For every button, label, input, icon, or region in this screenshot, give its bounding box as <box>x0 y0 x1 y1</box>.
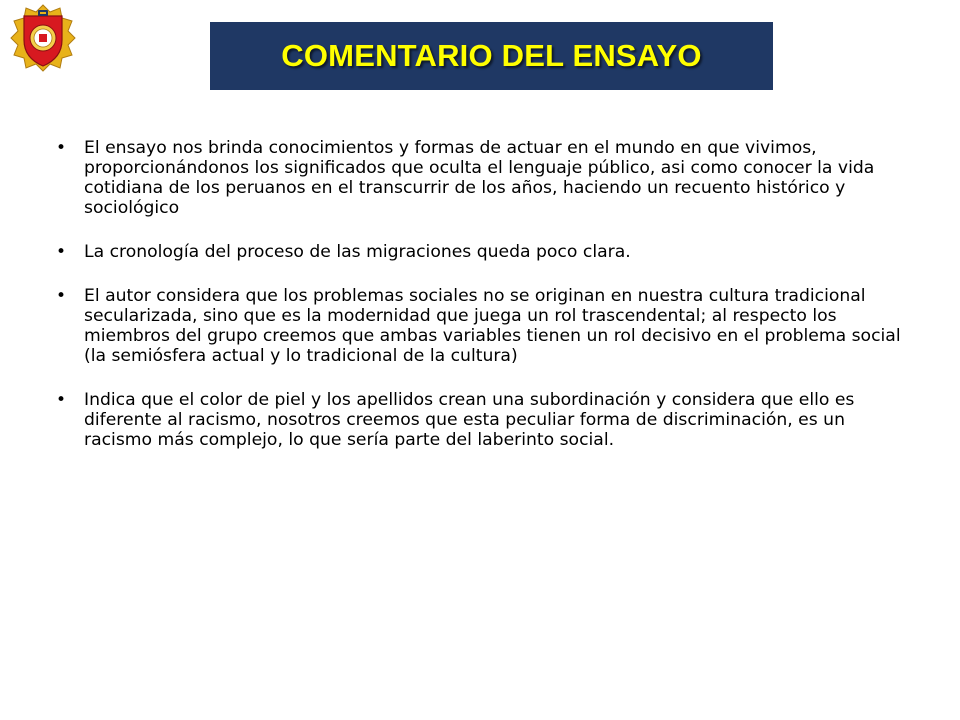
bullet-item <box>48 286 908 366</box>
bullet-item <box>48 138 908 218</box>
bullet-marker-icon: • <box>56 286 67 306</box>
bullet-item <box>48 390 908 450</box>
title-banner <box>210 22 773 90</box>
bullet-marker-icon: • <box>56 390 67 410</box>
bullet-text: El autor considera que los problemas sociales no se originan en nuestra cultura tradicional secularizada, sino que es la modernidad que juega un rol trascendental; al respecto los miembros del grupo creemos que ambas variables tienen un rol decisivo en el problema social (la semiósfera actual y lo tradicional de la cultura) <box>84 286 901 366</box>
slide-title: COMENTARIO DEL ENSAYO <box>281 38 702 73</box>
bullet-list <box>48 138 908 474</box>
bullet-text: Indica que el color de piel y los apellidos crean una subordinación y considera que ello es diferente al racismo, nosotros creemos que esta peculiar forma de discriminación, es un racismo más complejo, lo que sería parte del laberinto social. <box>84 390 855 450</box>
bullet-text: La cronología del proceso de las migraciones queda poco clara. <box>84 242 631 262</box>
bullet-marker-icon: • <box>56 138 67 158</box>
military-shield-emblem-icon <box>10 4 76 72</box>
bullet-text: El ensayo nos brinda conocimientos y formas de actuar en el mundo en que vivimos, proporcionándonos los significados que oculta el lenguaje público, asi como conocer la vida cotidiana de los peruanos en el transcurrir de los años, haciendo un recuento histórico y sociológico <box>84 138 875 218</box>
bullet-item <box>48 242 908 262</box>
bullet-marker-icon: • <box>56 242 67 262</box>
